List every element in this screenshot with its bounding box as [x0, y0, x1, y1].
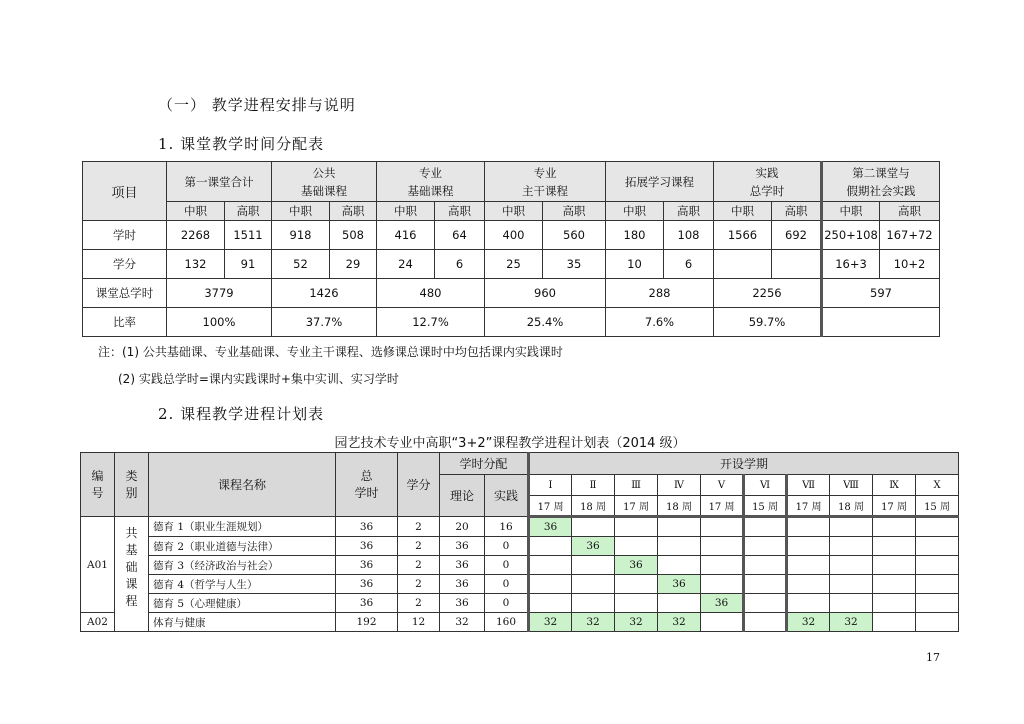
semester-label: Ⅸ	[873, 475, 916, 496]
course-total-hours: 192	[336, 613, 398, 632]
semester-label: Ⅷ	[830, 475, 873, 496]
semester-hours: 32	[787, 613, 830, 632]
semester-hours: 36	[615, 556, 658, 575]
semester-hours	[787, 575, 830, 594]
cell: 24	[377, 250, 435, 279]
course-theory: 20	[440, 517, 485, 537]
header-group: 公共 基础课程	[272, 162, 377, 202]
semester-hours	[744, 575, 787, 594]
cell: 180	[606, 221, 664, 250]
semester-hours	[916, 613, 959, 632]
semester-hours	[787, 556, 830, 575]
semester-hours	[658, 594, 701, 613]
course-total-hours: 36	[336, 537, 398, 556]
semester-hours	[873, 594, 916, 613]
course-name: 德育 2（职业道德与法律）	[149, 537, 336, 556]
course-credits: 2	[398, 556, 440, 575]
sub-header: 中职	[822, 202, 880, 221]
semester-hours	[873, 517, 916, 537]
table-row	[81, 537, 959, 556]
header-group: 拓展学习课程	[606, 162, 714, 202]
sub-header: 高职	[664, 202, 714, 221]
semester-hours	[744, 517, 787, 537]
header-credits: 学分	[398, 453, 440, 517]
time-allocation-table	[82, 161, 940, 337]
table-row	[81, 517, 959, 537]
course-theory: 36	[440, 537, 485, 556]
semester-hours	[873, 575, 916, 594]
cell: 960	[485, 279, 606, 308]
semester-hours: 36	[572, 537, 615, 556]
header-category: 类 别	[115, 453, 149, 517]
semester-hours	[916, 537, 959, 556]
course-practice: 0	[485, 594, 529, 613]
semester-hours	[615, 575, 658, 594]
course-credits: 2	[398, 575, 440, 594]
semester-hours: 32	[615, 613, 658, 632]
semester-hours	[529, 575, 572, 594]
note-line: (2) 实践总学时=课内实践课时+集中实训、实习学时	[118, 372, 399, 386]
sub-header: 高职	[772, 202, 822, 221]
course-practice: 0	[485, 556, 529, 575]
cell: 132	[167, 250, 225, 279]
header-group: 第二课堂与 假期社会实践	[822, 162, 940, 202]
semester-hours	[787, 537, 830, 556]
semester-hours	[529, 537, 572, 556]
semester-hours	[529, 556, 572, 575]
header-group: 专业 主干课程	[485, 162, 606, 202]
cell: 108	[664, 221, 714, 250]
semester-hours	[572, 575, 615, 594]
sub-header: 高职	[330, 202, 377, 221]
course-category: 共 基 础 课 程	[115, 517, 149, 632]
cell: 16+3	[822, 250, 880, 279]
sub-header: 中职	[167, 202, 225, 221]
table-row-credits	[83, 250, 940, 279]
sub-header: 中职	[377, 202, 435, 221]
course-credits: 2	[398, 537, 440, 556]
semester-weeks: 18 周	[830, 496, 873, 517]
cell: 12.7%	[377, 308, 485, 337]
semester-hours	[873, 556, 916, 575]
cell: 2256	[714, 279, 822, 308]
semester-weeks: 17 周	[529, 496, 572, 517]
cell: 64	[435, 221, 485, 250]
header-semesters: 开设学期	[529, 453, 959, 475]
table-row-total-hours	[83, 279, 940, 308]
course-name: 德育 1（职业生涯规划）	[149, 517, 336, 537]
header-practice: 实践	[485, 475, 529, 517]
header-group: 专业 基础课程	[377, 162, 485, 202]
semester-hours: 36	[658, 575, 701, 594]
semester-label: Ⅲ	[615, 475, 658, 496]
semester-hours: 36	[529, 517, 572, 537]
cell: 597	[822, 279, 940, 308]
cell: 100%	[167, 308, 272, 337]
semester-hours	[787, 594, 830, 613]
semester-hours: 32	[572, 613, 615, 632]
semester-hours	[744, 613, 787, 632]
cell: 37.7%	[272, 308, 377, 337]
course-theory: 36	[440, 594, 485, 613]
cell: 35	[543, 250, 606, 279]
header-course-name: 课程名称	[149, 453, 336, 517]
header-group: 实践 总学时	[714, 162, 822, 202]
cell: 25	[485, 250, 543, 279]
semester-hours	[830, 575, 873, 594]
cell: 10+2	[880, 250, 940, 279]
semester-hours	[744, 556, 787, 575]
header-theory: 理论	[440, 475, 485, 517]
semester-hours	[744, 537, 787, 556]
table-row-hours	[83, 221, 940, 250]
semester-hours	[916, 575, 959, 594]
course-name: 德育 4（哲学与人生）	[149, 575, 336, 594]
header-group: 第一课堂合计	[167, 162, 272, 202]
semester-hours	[658, 537, 701, 556]
semester-label: Ⅱ	[572, 475, 615, 496]
course-name: 德育 3（经济政治与社会）	[149, 556, 336, 575]
cell: 918	[272, 221, 330, 250]
semester-hours	[701, 613, 744, 632]
sub-header: 高职	[435, 202, 485, 221]
semester-hours	[658, 517, 701, 537]
cell	[822, 308, 940, 337]
semester-hours: 32	[529, 613, 572, 632]
cell: 508	[330, 221, 377, 250]
cell: 91	[225, 250, 272, 279]
semester-hours	[830, 537, 873, 556]
semester-weeks: 15 周	[744, 496, 787, 517]
cell: 7.6%	[606, 308, 714, 337]
semester-label: Ⅵ	[744, 475, 787, 496]
semester-hours: 36	[701, 594, 744, 613]
cell: 560	[543, 221, 606, 250]
semester-weeks: 18 周	[658, 496, 701, 517]
sub-header: 高职	[543, 202, 606, 221]
cell: 167+72	[880, 221, 940, 250]
cell	[714, 250, 772, 279]
semester-hours	[615, 517, 658, 537]
sub-header: 高职	[225, 202, 272, 221]
semester-hours	[916, 517, 959, 537]
course-code: A01	[81, 517, 115, 613]
header-item: 项目	[83, 162, 167, 221]
row-label: 学时	[83, 221, 167, 250]
semester-hours	[658, 556, 701, 575]
sub-header: 中职	[606, 202, 664, 221]
cell: 1511	[225, 221, 272, 250]
course-total-hours: 36	[336, 575, 398, 594]
semester-hours	[787, 517, 830, 537]
semester-label: Ⅴ	[701, 475, 744, 496]
semester-hours	[830, 594, 873, 613]
semester-hours	[701, 537, 744, 556]
semester-label: Ⅹ	[916, 475, 959, 496]
subtitle-course-plan: 2. 课程教学进程计划表	[158, 405, 325, 423]
sub-header: 中职	[272, 202, 330, 221]
table-row	[81, 575, 959, 594]
semester-hours	[701, 556, 744, 575]
semester-weeks: 17 周	[873, 496, 916, 517]
semester-hours	[916, 594, 959, 613]
semester-hours	[873, 537, 916, 556]
course-credits: 2	[398, 517, 440, 537]
course-practice: 0	[485, 537, 529, 556]
cell: 3779	[167, 279, 272, 308]
cell: 400	[485, 221, 543, 250]
table-row	[81, 594, 959, 613]
cell: 52	[272, 250, 330, 279]
semester-hours	[572, 594, 615, 613]
note-line: 注：(1) 公共基础课、专业基础课、专业主干课程、选修课总课时中均包括课内实践课时	[98, 345, 563, 359]
semester-hours	[830, 556, 873, 575]
cell: 59.7%	[714, 308, 822, 337]
semester-weeks: 17 周	[701, 496, 744, 517]
semester-hours	[529, 594, 572, 613]
row-label: 学分	[83, 250, 167, 279]
course-practice: 160	[485, 613, 529, 632]
semester-weeks: 15 周	[916, 496, 959, 517]
semester-hours	[873, 613, 916, 632]
cell: 692	[772, 221, 822, 250]
cell: 288	[606, 279, 714, 308]
course-name: 德育 5（心理健康）	[149, 594, 336, 613]
course-theory: 32	[440, 613, 485, 632]
course-practice: 0	[485, 575, 529, 594]
row-label: 课堂总学时	[83, 279, 167, 308]
header-total-hours: 总 学时	[336, 453, 398, 517]
sub-header: 中职	[714, 202, 772, 221]
course-plan-table	[80, 452, 959, 632]
course-practice: 16	[485, 517, 529, 537]
cell: 250+108	[822, 221, 880, 250]
semester-hours	[916, 556, 959, 575]
semester-hours: 32	[658, 613, 701, 632]
cell: 6	[435, 250, 485, 279]
semester-label: Ⅳ	[658, 475, 701, 496]
table-row	[81, 556, 959, 575]
cell: 416	[377, 221, 435, 250]
plan-table-title: 园艺技术专业中高职“3+2”课程教学进程计划表（2014 级）	[334, 436, 686, 451]
course-theory: 36	[440, 556, 485, 575]
row-label: 比率	[83, 308, 167, 337]
cell: 1426	[272, 279, 377, 308]
cell	[772, 250, 822, 279]
course-name: 体育与健康	[149, 613, 336, 632]
semester-hours	[744, 594, 787, 613]
cell: 25.4%	[485, 308, 606, 337]
semester-hours: 32	[830, 613, 873, 632]
semester-label: Ⅰ	[529, 475, 572, 496]
semester-hours	[830, 517, 873, 537]
cell: 2268	[167, 221, 225, 250]
sub-header: 中职	[485, 202, 543, 221]
course-credits: 2	[398, 594, 440, 613]
sub-header: 高职	[880, 202, 940, 221]
semester-hours	[572, 556, 615, 575]
semester-weeks: 18 周	[572, 496, 615, 517]
course-theory: 36	[440, 575, 485, 594]
subtitle-time-allocation: 1. 课堂教学时间分配表	[158, 135, 325, 153]
header-code: 编 号	[81, 453, 115, 517]
cell: 1566	[714, 221, 772, 250]
semester-hours	[572, 517, 615, 537]
semester-weeks: 17 周	[787, 496, 830, 517]
course-total-hours: 36	[336, 594, 398, 613]
semester-weeks: 17 周	[615, 496, 658, 517]
cell: 29	[330, 250, 377, 279]
course-total-hours: 36	[336, 556, 398, 575]
page-number: 17	[926, 651, 940, 664]
cell: 10	[606, 250, 664, 279]
course-code: A02	[81, 613, 115, 632]
course-credits: 12	[398, 613, 440, 632]
semester-label: Ⅶ	[787, 475, 830, 496]
table-row-ratio	[83, 308, 940, 337]
semester-hours	[615, 537, 658, 556]
semester-hours	[701, 517, 744, 537]
cell: 6	[664, 250, 714, 279]
table-row	[81, 613, 959, 632]
semester-hours	[615, 594, 658, 613]
cell: 480	[377, 279, 485, 308]
course-total-hours: 36	[336, 517, 398, 537]
header-hours-split: 学时分配	[440, 453, 529, 475]
section-title: （一） 教学进程安排与说明	[158, 96, 356, 114]
semester-hours	[701, 575, 744, 594]
